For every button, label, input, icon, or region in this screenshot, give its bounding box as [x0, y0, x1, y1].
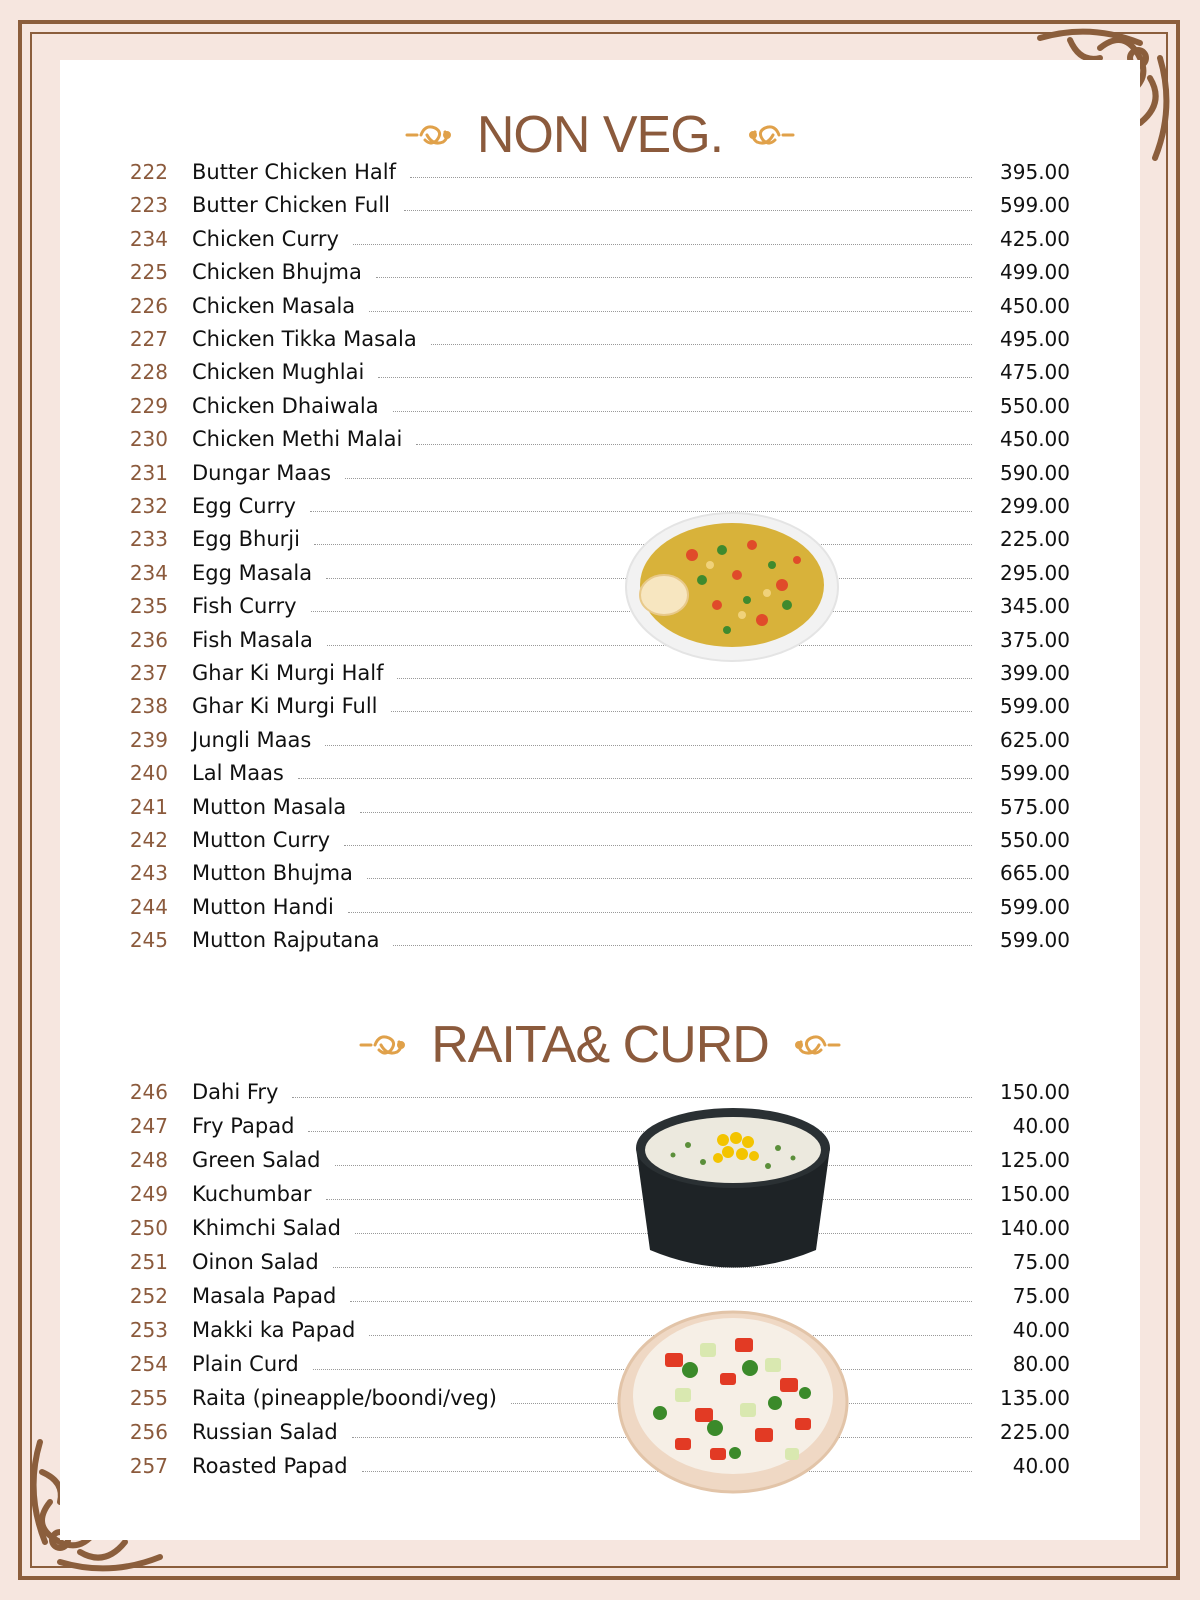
dot-leader [404, 210, 972, 211]
ornament-right-icon [749, 120, 797, 150]
item-number: 228 [129, 360, 168, 385]
dot-leader [360, 812, 972, 813]
item-price: 665.00 [1000, 861, 1070, 886]
item-price: 550.00 [1000, 393, 1070, 418]
dot-leader [367, 878, 972, 879]
dot-leader [344, 845, 972, 846]
dot-leader [431, 344, 972, 345]
menu-item [110, 755, 1070, 787]
item-price: 345.00 [1000, 594, 1070, 619]
item-name: Chicken Methi Malai [192, 427, 403, 452]
dot-leader [353, 244, 972, 245]
dot-leader [378, 377, 972, 378]
item-price: 599.00 [1000, 694, 1070, 719]
item-price: 40.00 [1012, 1318, 1070, 1342]
item-name: Kuchumbar [192, 1182, 312, 1206]
menu-item [110, 789, 1070, 821]
menu-item [110, 221, 1070, 253]
dot-leader [369, 311, 972, 312]
item-number: 227 [129, 327, 168, 351]
item-price: 140.00 [1000, 1216, 1070, 1240]
item-price: 425.00 [1000, 226, 1070, 251]
item-number: 256 [129, 1420, 168, 1444]
menu-item [110, 154, 1070, 186]
item-number: 231 [129, 460, 168, 485]
item-price: 80.00 [1012, 1352, 1070, 1376]
item-number: 236 [129, 627, 168, 652]
item-name: Egg Bhurji [192, 527, 300, 552]
menu-item [110, 321, 1070, 353]
item-number: 223 [129, 193, 168, 218]
item-name: Dahi Fry [192, 1080, 279, 1104]
dot-leader [348, 912, 972, 913]
item-price: 495.00 [1000, 327, 1070, 351]
item-price: 599.00 [1000, 928, 1070, 953]
ornament-right-icon [795, 1030, 843, 1060]
item-price: 499.00 [1000, 260, 1070, 285]
item-number: 234 [129, 560, 168, 585]
item-price: 399.00 [1000, 661, 1070, 685]
item-number: 244 [129, 894, 168, 919]
item-name: Raita (pineapple/boondi/veg) [192, 1386, 498, 1410]
item-name: Butter Chicken Half [192, 160, 396, 184]
item-number: 232 [129, 494, 168, 518]
menu-item [110, 187, 1070, 219]
item-number: 229 [129, 393, 168, 418]
item-number: 242 [129, 828, 168, 852]
item-number: 226 [129, 293, 168, 318]
menu-item [110, 1074, 1070, 1106]
dot-leader [393, 945, 972, 946]
item-price: 295.00 [1000, 560, 1070, 585]
item-name: Khimchi Salad [192, 1216, 341, 1240]
menu-item [110, 254, 1070, 286]
menu-item [110, 421, 1070, 453]
item-price: 599.00 [1000, 193, 1070, 218]
item-price: 150.00 [1000, 1080, 1070, 1104]
item-number: 240 [129, 761, 168, 786]
item-number: 222 [129, 160, 168, 184]
menu-item [110, 1448, 1070, 1480]
salad-bowl-icon [615, 1298, 851, 1496]
menu-item [110, 1346, 1070, 1378]
raita-bowl-icon [628, 1100, 838, 1278]
item-price: 395.00 [1000, 160, 1070, 184]
ornament-left-icon [357, 1030, 405, 1060]
dot-leader [397, 678, 972, 679]
item-number: 241 [129, 794, 168, 819]
item-name: Butter Chicken Full [192, 193, 390, 218]
dot-leader [376, 277, 972, 278]
item-number: 254 [129, 1352, 168, 1376]
item-name: Chicken Mughlai [192, 360, 365, 385]
item-number: 246 [129, 1080, 168, 1104]
item-price: 75.00 [1012, 1250, 1070, 1274]
dot-leader [391, 711, 972, 712]
item-name: Egg Curry [192, 494, 296, 518]
dot-leader [416, 444, 972, 445]
item-name: Chicken Masala [192, 293, 356, 318]
menu-item [110, 555, 1070, 587]
item-price: 225.00 [1000, 1420, 1070, 1444]
item-price: 40.00 [1012, 1454, 1070, 1478]
menu-item [110, 1312, 1070, 1344]
menu-item [110, 1380, 1070, 1412]
menu-item [110, 1278, 1070, 1310]
egg-bhurji-plate-icon [622, 505, 842, 665]
menu-item [110, 521, 1070, 553]
item-number: 233 [129, 527, 168, 552]
menu-item [110, 488, 1070, 520]
menu-item [110, 288, 1070, 320]
item-price: 450.00 [1000, 293, 1070, 318]
ornament-left-icon [403, 120, 451, 150]
menu-sheet [60, 60, 1140, 1540]
item-price: 40.00 [1012, 1114, 1070, 1138]
item-name: Plain Curd [192, 1352, 299, 1376]
item-name: Dungar Maas [192, 460, 332, 485]
item-price: 75.00 [1012, 1284, 1070, 1308]
item-number: 235 [129, 594, 168, 619]
menu-item [110, 1108, 1070, 1140]
item-number: 237 [129, 661, 168, 685]
item-name: Mutton Masala [192, 794, 347, 819]
menu-item [110, 622, 1070, 654]
menu-item [110, 855, 1070, 887]
menu-item [110, 655, 1070, 687]
item-price: 475.00 [1000, 360, 1070, 385]
item-number: 245 [129, 928, 168, 953]
menu-item [110, 822, 1070, 854]
menu-item [110, 1210, 1070, 1242]
dot-leader [393, 411, 972, 412]
menu-item [110, 1142, 1070, 1174]
item-price: 150.00 [1000, 1182, 1070, 1206]
item-number: 225 [129, 260, 168, 285]
item-name: Mutton Bhujma [192, 861, 353, 886]
item-name: Egg Masala [192, 560, 313, 585]
item-number: 247 [129, 1114, 168, 1138]
item-name: Ghar Ki Murgi Full [192, 694, 378, 719]
menu-item [110, 889, 1070, 921]
item-number: 234 [129, 226, 168, 251]
item-number: 239 [129, 727, 168, 752]
dot-leader [292, 1097, 972, 1098]
dot-leader [325, 745, 972, 746]
item-name: Fry Papad [192, 1114, 295, 1138]
item-price: 375.00 [1000, 627, 1070, 652]
item-number: 243 [129, 861, 168, 886]
item-number: 252 [129, 1284, 168, 1308]
menu-item [110, 688, 1070, 720]
item-number: 250 [129, 1216, 168, 1240]
item-name: Masala Papad [192, 1284, 337, 1308]
item-name: Oinon Salad [192, 1250, 319, 1274]
item-name: Ghar Ki Murgi Half [192, 661, 384, 685]
item-price: 135.00 [1000, 1386, 1070, 1410]
menu-item [110, 455, 1070, 487]
item-price: 599.00 [1000, 894, 1070, 919]
item-price: 575.00 [1000, 794, 1070, 819]
menu-item [110, 922, 1070, 954]
item-name: Jungli Maas [192, 727, 312, 752]
item-number: 238 [129, 694, 168, 719]
item-number: 230 [129, 427, 168, 452]
item-number: 251 [129, 1250, 168, 1274]
item-number: 257 [129, 1454, 168, 1478]
item-price: 125.00 [1000, 1148, 1070, 1172]
item-price: 225.00 [1000, 527, 1070, 552]
item-price: 590.00 [1000, 460, 1070, 485]
item-name: Makki ka Papad [192, 1318, 356, 1342]
menu-item [110, 1244, 1070, 1276]
menu-item [110, 588, 1070, 620]
menu-item [110, 1176, 1070, 1208]
item-name: Chicken Curry [192, 226, 339, 251]
item-number: 248 [129, 1148, 168, 1172]
item-number: 253 [129, 1318, 168, 1342]
item-name: Mutton Curry [192, 828, 331, 852]
item-price: 450.00 [1000, 427, 1070, 452]
item-name: Lal Maas [192, 761, 284, 786]
item-name: Chicken Dhaiwala [192, 393, 379, 418]
item-name: Mutton Rajputana [192, 928, 380, 953]
item-number: 249 [129, 1182, 168, 1206]
item-name: Fish Curry [192, 594, 297, 619]
nonveg-title: NON VEG. [476, 106, 724, 164]
menu-item [110, 1414, 1070, 1446]
item-name: Chicken Bhujma [192, 260, 362, 285]
item-name: Chicken Tikka Masala [192, 327, 417, 351]
item-price: 599.00 [1000, 761, 1070, 786]
dot-leader [410, 177, 972, 178]
item-price: 550.00 [1000, 828, 1070, 852]
item-name: Russian Salad [192, 1420, 338, 1444]
raita-heading [60, 1010, 1140, 1080]
item-name: Green Salad [192, 1148, 321, 1172]
item-name: Mutton Handi [192, 894, 334, 919]
menu-item [110, 388, 1070, 420]
menu-item [110, 722, 1070, 754]
item-name: Roasted Papad [192, 1454, 348, 1478]
raita-title: RAITA& CURD [431, 1016, 769, 1074]
item-number: 255 [129, 1386, 168, 1410]
item-price: 625.00 [1000, 727, 1070, 752]
dot-leader [298, 778, 972, 779]
item-name: Fish Masala [192, 627, 313, 652]
dot-leader [345, 478, 972, 479]
menu-item [110, 354, 1070, 386]
item-price: 299.00 [1000, 494, 1070, 518]
